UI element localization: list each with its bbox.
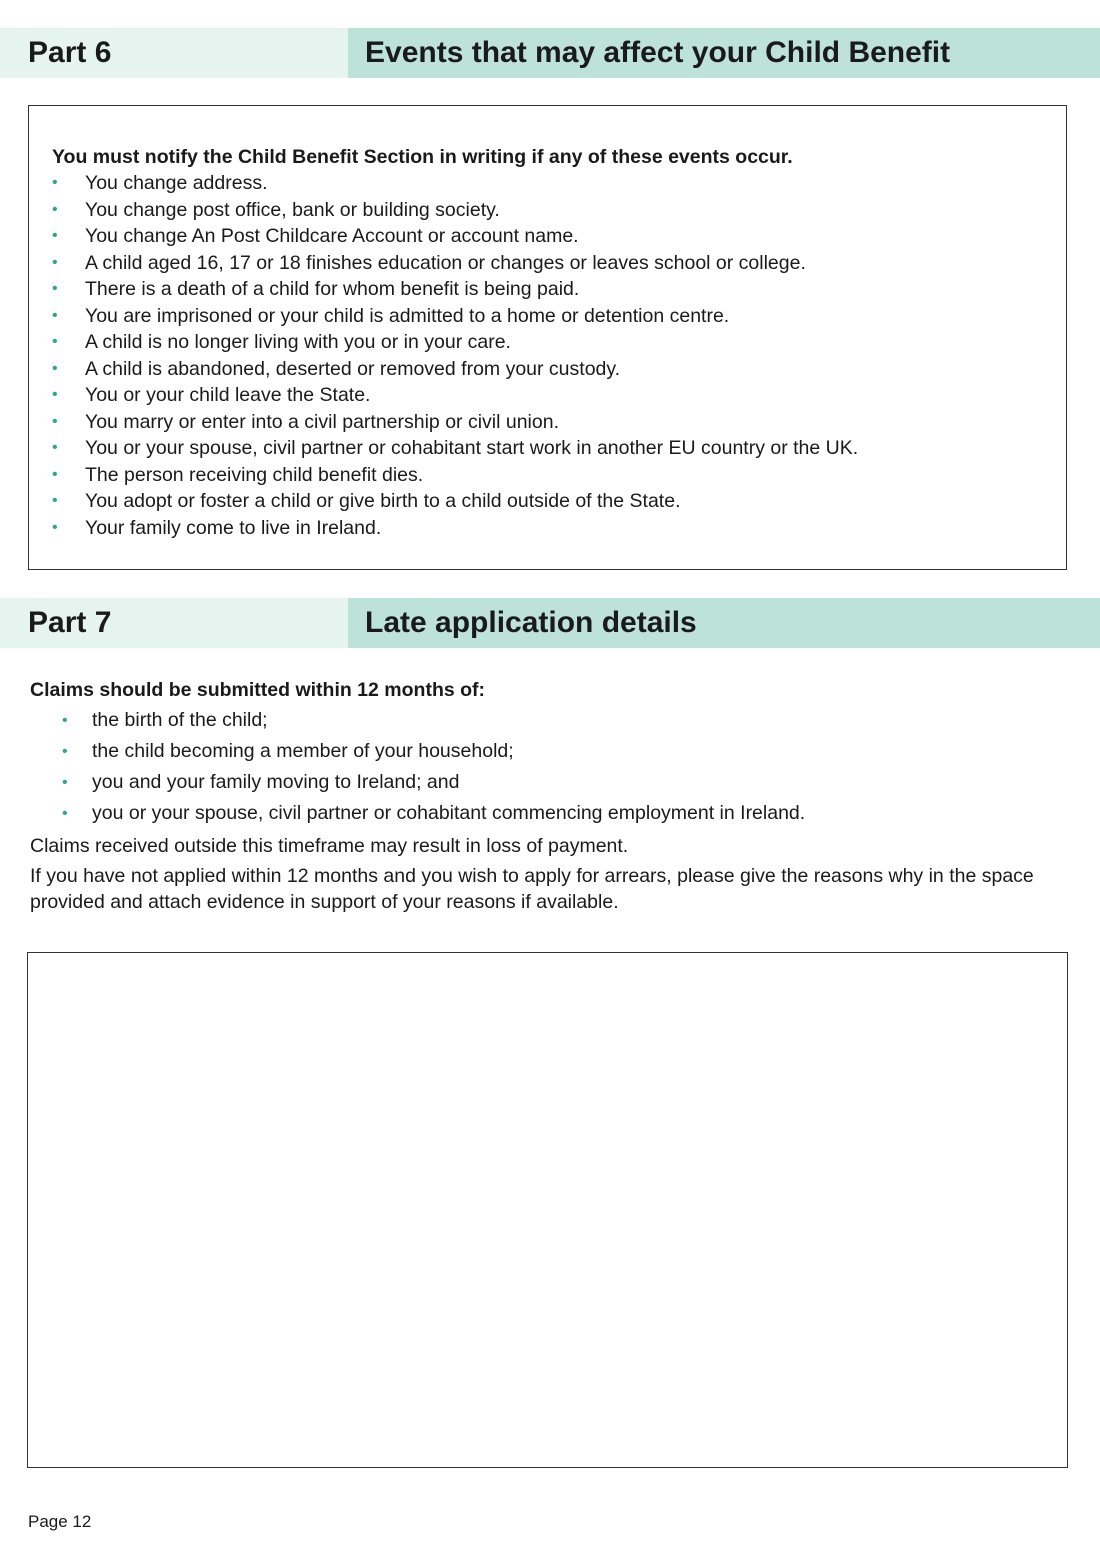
bullet-icon: • bbox=[52, 492, 58, 509]
late-note-arrears: If you have not applied within 12 months and you wish to apply for arrears, please give the reasons why in the space provided and attach evidence in support of your reasons if available. bbox=[30, 865, 1034, 913]
bullet-icon: • bbox=[52, 386, 58, 403]
late-list bbox=[30, 705, 1070, 829]
bullet-icon: • bbox=[62, 743, 68, 760]
bullet-icon: • bbox=[52, 280, 58, 297]
list-item-text: You change address. bbox=[85, 172, 268, 194]
list-item bbox=[52, 488, 1066, 515]
list-item-text: you and your family moving to Ireland; and bbox=[92, 771, 460, 793]
list-item-text: you or your spouse, civil partner or cohabitant commencing employment in Ireland. bbox=[92, 802, 806, 824]
part7-label: Part 7 bbox=[0, 598, 348, 648]
list-item-text: the birth of the child; bbox=[92, 709, 268, 731]
list-item-text: You change An Post Childcare Account or account name. bbox=[85, 225, 579, 247]
page-number: Page 12 bbox=[28, 1512, 92, 1531]
bullet-icon: • bbox=[52, 200, 58, 218]
list-item bbox=[52, 223, 1066, 250]
list-item bbox=[52, 250, 1066, 277]
late-reasons-answer-field[interactable] bbox=[27, 952, 1068, 1468]
list-item bbox=[62, 767, 1070, 798]
bullet-icon: • bbox=[52, 174, 58, 191]
late-note-timeframe: Claims received outside this timeframe may result in loss of payment. bbox=[30, 835, 629, 857]
list-item bbox=[52, 197, 1066, 224]
bullet-icon: • bbox=[52, 465, 58, 483]
events-intro: You must notify the Child Benefit Section in writing if any of these events occur. bbox=[52, 146, 793, 168]
list-item bbox=[62, 705, 1070, 736]
bullet-icon: • bbox=[52, 306, 58, 324]
late-intro: Claims should be submitted within 12 months of: bbox=[30, 679, 486, 701]
list-item-text: You change post office, bank or building society. bbox=[85, 198, 500, 221]
list-item bbox=[62, 798, 1070, 829]
list-item-text: the child becoming a member of your household; bbox=[92, 740, 514, 762]
list-item bbox=[52, 303, 1066, 330]
list-item bbox=[52, 409, 1066, 436]
bullet-icon: • bbox=[52, 439, 58, 456]
list-item-text: A child is no longer living with you or in your care. bbox=[85, 331, 511, 353]
part6-header bbox=[0, 28, 1100, 78]
events-box bbox=[28, 105, 1067, 570]
list-item-text: You adopt or foster a child or give birth to a child outside of the State. bbox=[85, 490, 681, 512]
bullet-icon: • bbox=[62, 805, 68, 822]
list-item bbox=[52, 435, 1066, 462]
bullet-icon: • bbox=[52, 333, 58, 350]
bullet-icon: • bbox=[62, 774, 68, 791]
list-item-text: A child is abandoned, deserted or removed from your custody. bbox=[85, 357, 621, 380]
list-item bbox=[52, 276, 1066, 303]
part6-title: Events that may affect your Child Benefit bbox=[348, 28, 1100, 78]
late-application-section bbox=[30, 677, 1070, 915]
list-item bbox=[52, 462, 1066, 489]
bullet-icon: • bbox=[62, 712, 68, 729]
list-item-text: Your family come to live in Ireland. bbox=[85, 516, 382, 539]
events-list bbox=[52, 170, 1066, 541]
part7-header bbox=[0, 598, 1100, 648]
list-item bbox=[52, 329, 1066, 356]
list-item-text: There is a death of a child for whom benefit is being paid. bbox=[85, 278, 580, 300]
list-item-text: The person receiving child benefit dies. bbox=[85, 463, 424, 486]
list-item-text: A child aged 16, 17 or 18 finishes education or changes or leaves school or college. bbox=[85, 251, 806, 274]
bullet-icon: • bbox=[52, 253, 58, 271]
bullet-icon: • bbox=[52, 359, 58, 377]
bullet-icon: • bbox=[52, 227, 58, 244]
list-item-text: You are imprisoned or your child is admitted to a home or detention centre. bbox=[85, 304, 730, 327]
list-item bbox=[52, 170, 1066, 197]
part6-label: Part 6 bbox=[0, 28, 348, 78]
list-item bbox=[52, 382, 1066, 409]
bullet-icon: • bbox=[52, 412, 58, 430]
list-item bbox=[62, 736, 1070, 767]
list-item-text: You or your spouse, civil partner or cohabitant start work in another EU country or the UK. bbox=[85, 437, 859, 459]
part7-title: Late application details bbox=[348, 598, 1100, 648]
list-item-text: You or your child leave the State. bbox=[85, 384, 371, 406]
list-item-text: You marry or enter into a civil partnership or civil union. bbox=[85, 410, 559, 433]
list-item bbox=[52, 356, 1066, 383]
bullet-icon: • bbox=[52, 518, 58, 536]
list-item bbox=[52, 515, 1066, 542]
